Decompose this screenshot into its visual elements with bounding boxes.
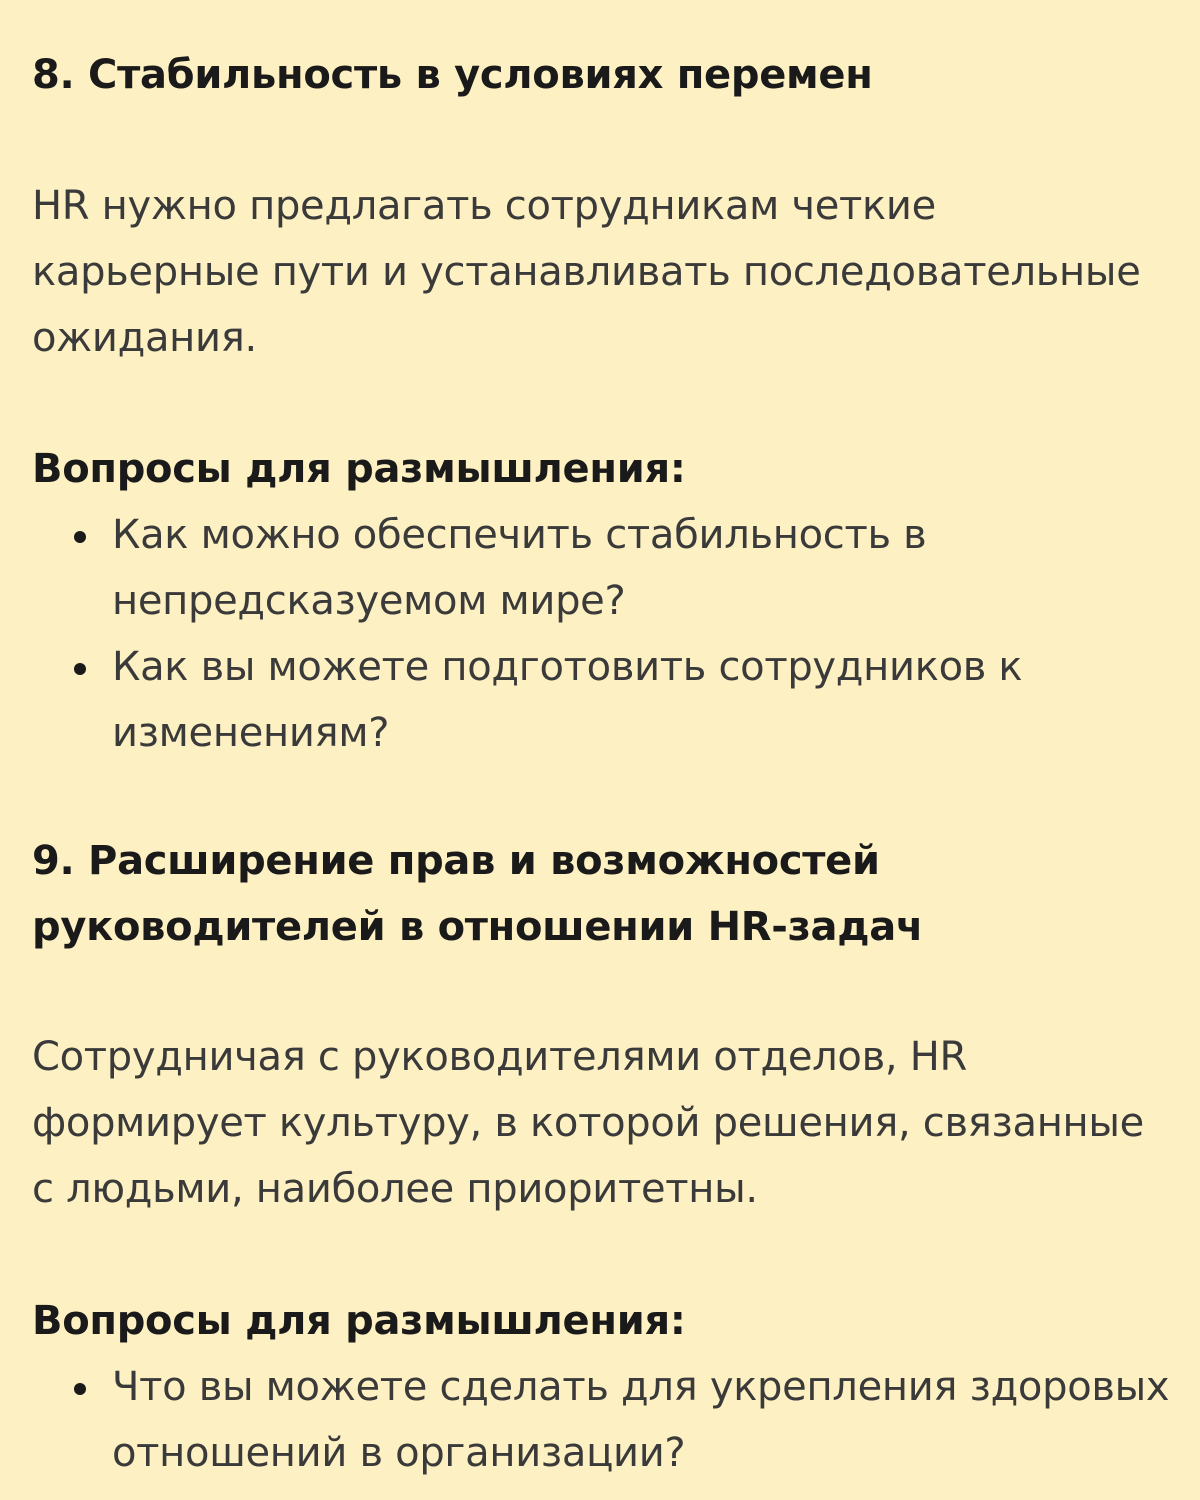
- list-item: [112, 634, 1200, 766]
- bullet-icon: [74, 663, 86, 675]
- section-9-paragraph: Сотрудничая с руководителями отделов, HR формирует культуру, в которой решения, связанные с людьми, наиболее приоритетны.: [32, 1034, 1144, 1212]
- section-8-paragraph: HR нужно предлагать сотрудникам четкие карьерные пути и устанавливать последовательные ожидания.: [32, 183, 1141, 361]
- bullet-icon: [74, 1383, 86, 1395]
- section-8-questions-list: [32, 502, 1200, 766]
- question-text: Что вы можете сделать для укрепления здоровых отношений в организации?: [112, 1364, 1170, 1476]
- section-9-heading: 9. Расширение прав и возможностей руководителей в отношении HR-задач: [32, 838, 924, 950]
- section-9-questions-list: [32, 1354, 1200, 1486]
- list-item: [112, 502, 1200, 634]
- question-text: Как вы можете подготовить сотрудников к изменениям?: [112, 644, 1023, 756]
- question-text: Как можно обеспечить стабильность в непредсказуемом мире?: [112, 512, 927, 624]
- list-item: [112, 1354, 1200, 1486]
- section-8-heading: 8. Стабильность в условиях перемен: [32, 52, 873, 98]
- section-8-questions-title: Вопросы для размышления:: [32, 446, 686, 492]
- bullet-icon: [74, 531, 86, 543]
- section-9-questions-title: Вопросы для размышления:: [32, 1298, 686, 1344]
